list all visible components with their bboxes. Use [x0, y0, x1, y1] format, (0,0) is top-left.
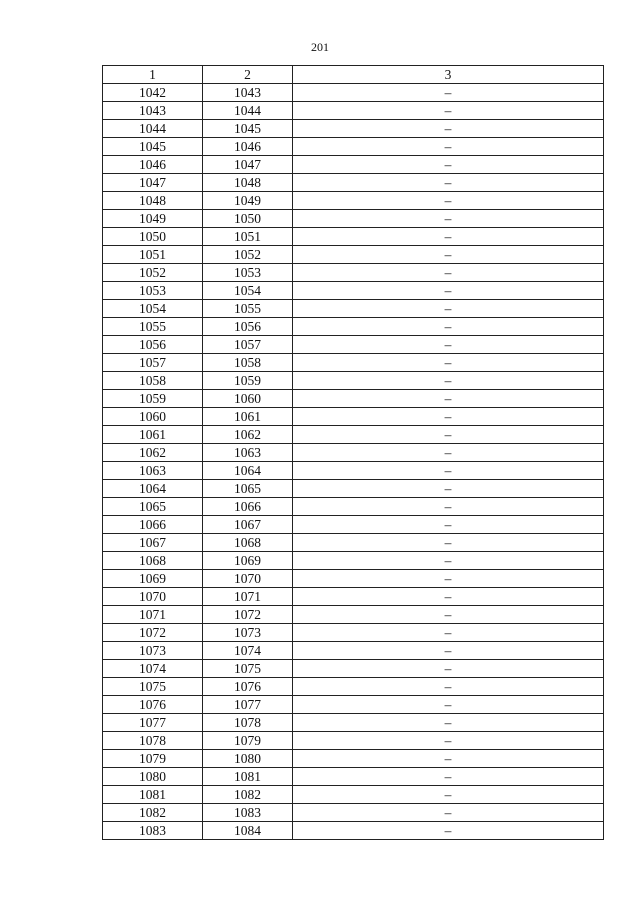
cell-col-3: –: [293, 174, 604, 192]
cell-col-1: 1071: [103, 606, 203, 624]
cell-col-1: 1060: [103, 408, 203, 426]
table-row: [103, 804, 604, 822]
cell-col-1: 1081: [103, 786, 203, 804]
table-row: [103, 822, 604, 840]
table-row: [103, 210, 604, 228]
cell-col-3: –: [293, 120, 604, 138]
cell-col-1: 1080: [103, 768, 203, 786]
cell-col-3: –: [293, 462, 604, 480]
cell-col-3: –: [293, 570, 604, 588]
cell-col-2: 1044: [203, 102, 293, 120]
cell-col-3: –: [293, 660, 604, 678]
cell-col-3: –: [293, 210, 604, 228]
cell-col-1: 1053: [103, 282, 203, 300]
table-row: [103, 714, 604, 732]
cell-col-2: 1074: [203, 642, 293, 660]
cell-col-2: 1058: [203, 354, 293, 372]
cell-col-1: 1044: [103, 120, 203, 138]
cell-col-3: –: [293, 336, 604, 354]
cell-col-2: 1057: [203, 336, 293, 354]
cell-col-2: 1046: [203, 138, 293, 156]
cell-col-1: 1079: [103, 750, 203, 768]
cell-col-1: 1056: [103, 336, 203, 354]
cell-col-1: 1055: [103, 318, 203, 336]
cell-col-2: 1056: [203, 318, 293, 336]
table-row: [103, 246, 604, 264]
cell-col-1: 1073: [103, 642, 203, 660]
cell-col-2: 1070: [203, 570, 293, 588]
cell-col-1: 1043: [103, 102, 203, 120]
cell-col-3: –: [293, 822, 604, 840]
table-row: [103, 786, 604, 804]
data-table: [102, 65, 604, 840]
cell-col-3: –: [293, 138, 604, 156]
cell-col-1: 1042: [103, 84, 203, 102]
table-row: [103, 534, 604, 552]
cell-col-3: –: [293, 516, 604, 534]
cell-col-3: –: [293, 192, 604, 210]
table-row: [103, 660, 604, 678]
cell-col-1: 1072: [103, 624, 203, 642]
cell-col-3: –: [293, 642, 604, 660]
cell-col-2: 1071: [203, 588, 293, 606]
cell-col-2: 1079: [203, 732, 293, 750]
table-row: [103, 588, 604, 606]
cell-col-2: 1078: [203, 714, 293, 732]
cell-col-1: 1047: [103, 174, 203, 192]
cell-col-1: 1070: [103, 588, 203, 606]
cell-col-2: 1060: [203, 390, 293, 408]
cell-col-3: –: [293, 750, 604, 768]
cell-col-3: –: [293, 102, 604, 120]
table-row: [103, 228, 604, 246]
cell-col-2: 1080: [203, 750, 293, 768]
cell-col-3: –: [293, 714, 604, 732]
column-header-3: 3: [293, 66, 604, 84]
cell-col-2: 1075: [203, 660, 293, 678]
cell-col-3: –: [293, 732, 604, 750]
cell-col-1: 1067: [103, 534, 203, 552]
cell-col-1: 1065: [103, 498, 203, 516]
table-row: [103, 642, 604, 660]
cell-col-2: 1054: [203, 282, 293, 300]
table-row: [103, 192, 604, 210]
cell-col-3: –: [293, 408, 604, 426]
cell-col-3: –: [293, 678, 604, 696]
cell-col-2: 1068: [203, 534, 293, 552]
table-row: [103, 300, 604, 318]
cell-col-3: –: [293, 498, 604, 516]
cell-col-2: 1064: [203, 462, 293, 480]
table-row: [103, 768, 604, 786]
cell-col-2: 1049: [203, 192, 293, 210]
cell-col-3: –: [293, 534, 604, 552]
cell-col-3: –: [293, 84, 604, 102]
cell-col-3: –: [293, 156, 604, 174]
cell-col-3: –: [293, 300, 604, 318]
cell-col-2: 1066: [203, 498, 293, 516]
table-row: [103, 120, 604, 138]
cell-col-3: –: [293, 264, 604, 282]
cell-col-3: –: [293, 228, 604, 246]
table-row: [103, 444, 604, 462]
cell-col-2: 1072: [203, 606, 293, 624]
table-row: [103, 678, 604, 696]
cell-col-3: –: [293, 372, 604, 390]
table-row: [103, 480, 604, 498]
cell-col-2: 1050: [203, 210, 293, 228]
cell-col-1: 1054: [103, 300, 203, 318]
cell-col-1: 1069: [103, 570, 203, 588]
cell-col-2: 1045: [203, 120, 293, 138]
cell-col-2: 1065: [203, 480, 293, 498]
table-row: [103, 336, 604, 354]
cell-col-1: 1083: [103, 822, 203, 840]
cell-col-2: 1055: [203, 300, 293, 318]
cell-col-3: –: [293, 606, 604, 624]
cell-col-2: 1067: [203, 516, 293, 534]
cell-col-3: –: [293, 246, 604, 264]
cell-col-1: 1058: [103, 372, 203, 390]
cell-col-2: 1063: [203, 444, 293, 462]
cell-col-2: 1061: [203, 408, 293, 426]
cell-col-2: 1084: [203, 822, 293, 840]
table-row: [103, 624, 604, 642]
cell-col-1: 1075: [103, 678, 203, 696]
table-row: [103, 372, 604, 390]
table-row: [103, 282, 604, 300]
cell-col-1: 1074: [103, 660, 203, 678]
cell-col-1: 1062: [103, 444, 203, 462]
cell-col-2: 1069: [203, 552, 293, 570]
table-row: [103, 102, 604, 120]
cell-col-1: 1064: [103, 480, 203, 498]
cell-col-3: –: [293, 768, 604, 786]
table-row: [103, 390, 604, 408]
cell-col-1: 1063: [103, 462, 203, 480]
cell-col-2: 1083: [203, 804, 293, 822]
table-row: [103, 408, 604, 426]
cell-col-1: 1057: [103, 354, 203, 372]
cell-col-1: 1078: [103, 732, 203, 750]
table-row: [103, 498, 604, 516]
cell-col-1: 1045: [103, 138, 203, 156]
cell-col-3: –: [293, 804, 604, 822]
cell-col-1: 1076: [103, 696, 203, 714]
cell-col-1: 1068: [103, 552, 203, 570]
table-row: [103, 426, 604, 444]
table-row: [103, 318, 604, 336]
cell-col-3: –: [293, 786, 604, 804]
table-row: [103, 138, 604, 156]
page-number: 201: [311, 40, 329, 54]
cell-col-2: 1081: [203, 768, 293, 786]
cell-col-1: 1050: [103, 228, 203, 246]
table-row: [103, 516, 604, 534]
cell-col-1: 1077: [103, 714, 203, 732]
column-header-2: 2: [203, 66, 293, 84]
cell-col-2: 1051: [203, 228, 293, 246]
cell-col-2: 1059: [203, 372, 293, 390]
cell-col-3: –: [293, 282, 604, 300]
cell-col-2: 1077: [203, 696, 293, 714]
table-row: [103, 462, 604, 480]
cell-col-3: –: [293, 588, 604, 606]
cell-col-1: 1061: [103, 426, 203, 444]
cell-col-1: 1046: [103, 156, 203, 174]
table-row: [103, 606, 604, 624]
cell-col-2: 1043: [203, 84, 293, 102]
cell-col-2: 1047: [203, 156, 293, 174]
table-row: [103, 750, 604, 768]
cell-col-3: –: [293, 444, 604, 462]
cell-col-3: –: [293, 624, 604, 642]
cell-col-1: 1082: [103, 804, 203, 822]
table-row: [103, 156, 604, 174]
table-body: [103, 84, 604, 840]
cell-col-1: 1049: [103, 210, 203, 228]
header-row: [103, 66, 604, 84]
cell-col-2: 1053: [203, 264, 293, 282]
cell-col-2: 1062: [203, 426, 293, 444]
cell-col-2: 1048: [203, 174, 293, 192]
table-row: [103, 354, 604, 372]
table-row: [103, 84, 604, 102]
cell-col-3: –: [293, 390, 604, 408]
table-row: [103, 264, 604, 282]
cell-col-2: 1073: [203, 624, 293, 642]
table-row: [103, 732, 604, 750]
table-row: [103, 174, 604, 192]
cell-col-2: 1082: [203, 786, 293, 804]
cell-col-1: 1059: [103, 390, 203, 408]
cell-col-1: 1051: [103, 246, 203, 264]
column-header-1: 1: [103, 66, 203, 84]
cell-col-1: 1066: [103, 516, 203, 534]
cell-col-2: 1052: [203, 246, 293, 264]
cell-col-3: –: [293, 552, 604, 570]
table-row: [103, 570, 604, 588]
table-row: [103, 696, 604, 714]
cell-col-3: –: [293, 426, 604, 444]
cell-col-2: 1076: [203, 678, 293, 696]
cell-col-3: –: [293, 354, 604, 372]
cell-col-3: –: [293, 480, 604, 498]
table-row: [103, 552, 604, 570]
cell-col-3: –: [293, 318, 604, 336]
cell-col-1: 1048: [103, 192, 203, 210]
cell-col-1: 1052: [103, 264, 203, 282]
cell-col-3: –: [293, 696, 604, 714]
